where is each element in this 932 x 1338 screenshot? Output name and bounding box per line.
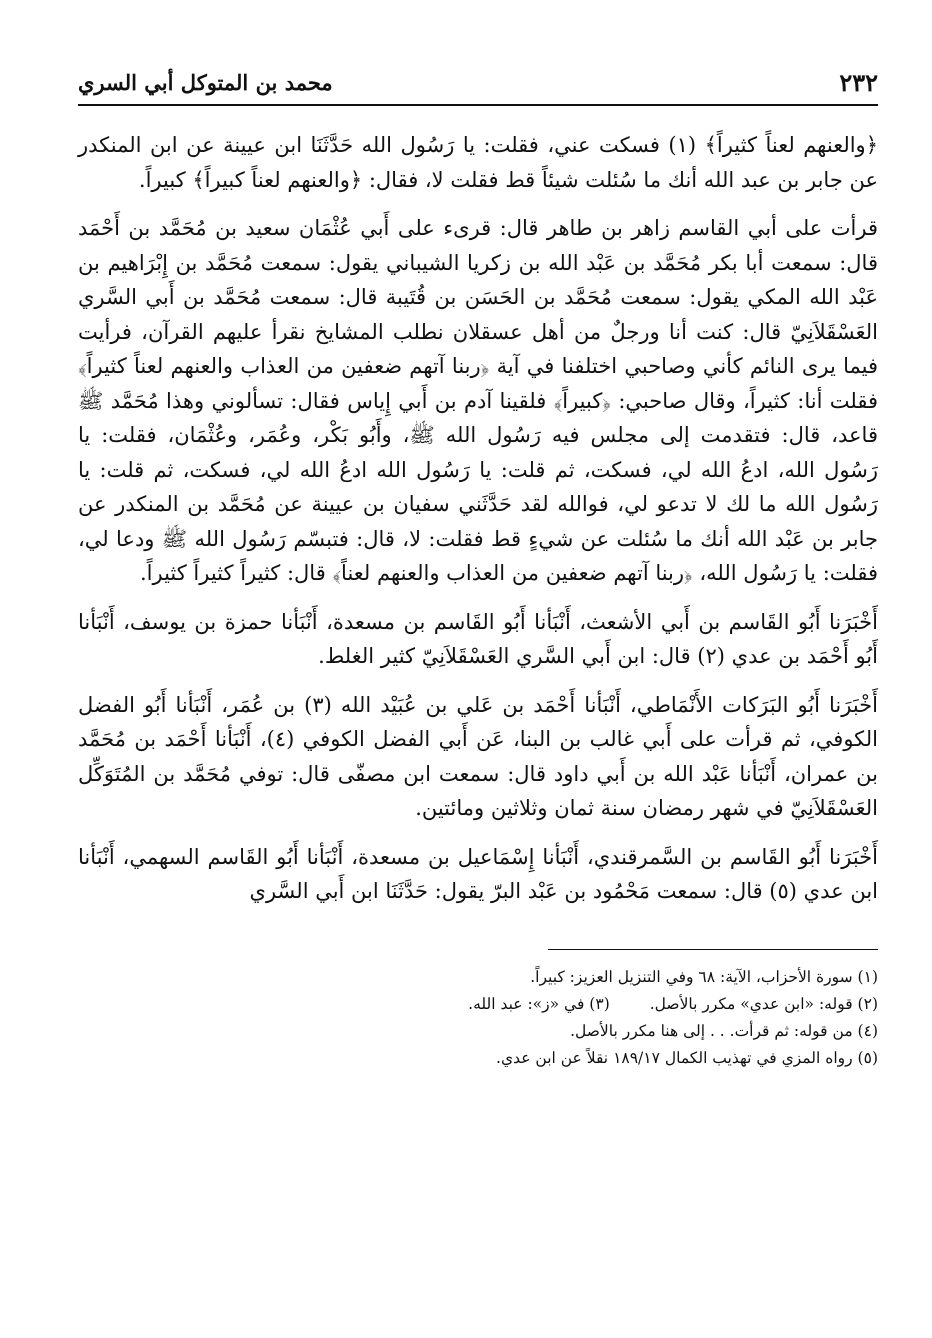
page-number: ٢٣٢: [839, 68, 878, 97]
page-header: [78, 60, 878, 106]
book-page: [78, 60, 878, 1072]
paragraph-5: أَخْبَرَنا أَبُو القَاسم بن السَّمرقندي، أَنْبَأنا إِسْمَاعيل بن مسعدة، أَنْبَأنا أَبُو القَاسم السهمي، أَنْبَأنا ابن عدي (٥) قال: سمعت مَحْمُود بن عَبْد البرّ يقول: حَدَّثَنَا ابن أَبي السَّري: [78, 844, 878, 903]
footnote-3: (٣) في «ز»: عبد الله.: [468, 994, 610, 1013]
paragraph-3: أَخْبَرَنا أَبُو القَاسم بن أَبي الأشعث، أَنْبَأنا أَبُو القَاسم بن مسعدة، أَنْبَأنا حمزة بن يوسف، أَنْبَأنا أَبُو أَحْمَد بن عدي (٢) قال: ابن أَبي السَّري العَسْقَلاَنِيّ كثير الغلط.: [78, 609, 878, 668]
paragraph-4: أَخْبَرَنا أَبُو البَرَكات الأَنْمَاطي، أَنْبَأنا أَحْمَد بن عَلي بن عُبَيْد الله (٣) بن عُمَر، أَنْبَأنا أَبُو الفضل الكوفي، ثم قرأت على أَبي غالب بن البنا، عَن أَبي الفضل الكوفي (٤)، أَنْبَأنا أَحْمَد بن مُحَمَّد بن عمران، أَنْبَأنا عَبْد الله بن أَبي داود قال: سمعت ابن مصفّى قال: توفي مُحَمَّد بن المُتَوَكِّل العَسْقَلاَنِيّ في شهر رمضان سنة ثمان وثلاثين ومائتين.: [78, 692, 879, 820]
running-title: محمد بن المتوكل أبي السري: [78, 70, 333, 95]
footnote-row-2-3: [78, 991, 878, 1018]
footnote-1: (١) سورة الأحزاب، الآية: ٦٨ وفي التنزيل العزيز: كبيراً.: [530, 967, 878, 986]
main-text: [78, 128, 878, 909]
footnote-divider: [548, 949, 878, 950]
footnotes: [78, 964, 878, 1072]
paragraph-1: ﴿والعنهم لعناً كثيراً﴾ (١) فسكت عني، فقلت: يا رَسُول الله حَدَّثَنَا ابن عيينة عن ابن المنكدر عن جابر بن عبد الله أنك ما سُئلت شيئاً قط فقلت لا، فقال: ﴿والعنهم لعناً كبيراً﴾ كبيراً.: [78, 133, 878, 192]
footnote-4: (٤) من قوله: ثم قرأت. . . إلى هنا مكرر بالأصل.: [570, 1021, 878, 1040]
footnote-2: (٢) قوله: «ابن عدي» مكرر بالأصل.: [649, 994, 878, 1013]
paragraph-2: قرأت على أبي القاسم زاهر بن طاهر قال: قرىء على أَبي عُثْمَان سعيد بن مُحَمَّد بن أَحْمَد قال: سمعت أبا بكر مُحَمَّد بن عَبْد الله بن زكريا الشيباني يقول: سمعت مُحَمَّد بن إِبْرَاهيم بن عَبْد الله المكي يقول: سمعت مُحَمَّد بن الحَسَن بن قُتَيبة قال: سمعت مُحَمَّد بن أَبي السَّري العَسْقَلاَنِيّ قال: كنت أنا ورجلٌ من أهل عسقلان نطلب المشايخ نقرأ عليهم القرآن، فرأيت فيما يرى النائم كأني وصاحبي اختلفنا في آية ﴿ربنا آتهم ضعفين من العذاب والعنهم لعناً كثيراً﴾ فقلت أنا: كثيراً، وقال صاحبي: ﴿كبيراً﴾ فلقينا آدم بن أَبي إِياس فقال: تسألوني وهذا مُحَمَّد ﷺ قاعد، قال: فتقدمت إلى مجلس فيه رَسُول الله ﷺ، وأَبُو بَكْر، وعُمَر، وعُثْمَان، فقلت: يا رَسُول الله، ادعُ الله لي، فسكت، ثم قلت: يا رَسُول الله ادعُ الله لي، فسكت، ثم قلت: يا رَسُول الله ما لك لا تدعو لي، فوالله لقد حَدَّثَني سفيان بن عيينة عن مُحَمَّد بن المنكدر عن جابر بن عَبْد الله أنك ما سُئلت عن شيءٍ قط فقلت: لا، قال: فتبسّم رَسُول الله ﷺ ودعا لي، فقلت: يا رَسُول الله، ﴿ربنا آتهم ضعفين من العذاب والعنهم لعناً﴾ قال: كثيراً كثيراً كثيراً.: [78, 216, 878, 585]
footnote-5: (٥) رواه المزي في تهذيب الكمال ١٨٩/١٧ نقلاً عن ابن عدي.: [496, 1048, 878, 1067]
